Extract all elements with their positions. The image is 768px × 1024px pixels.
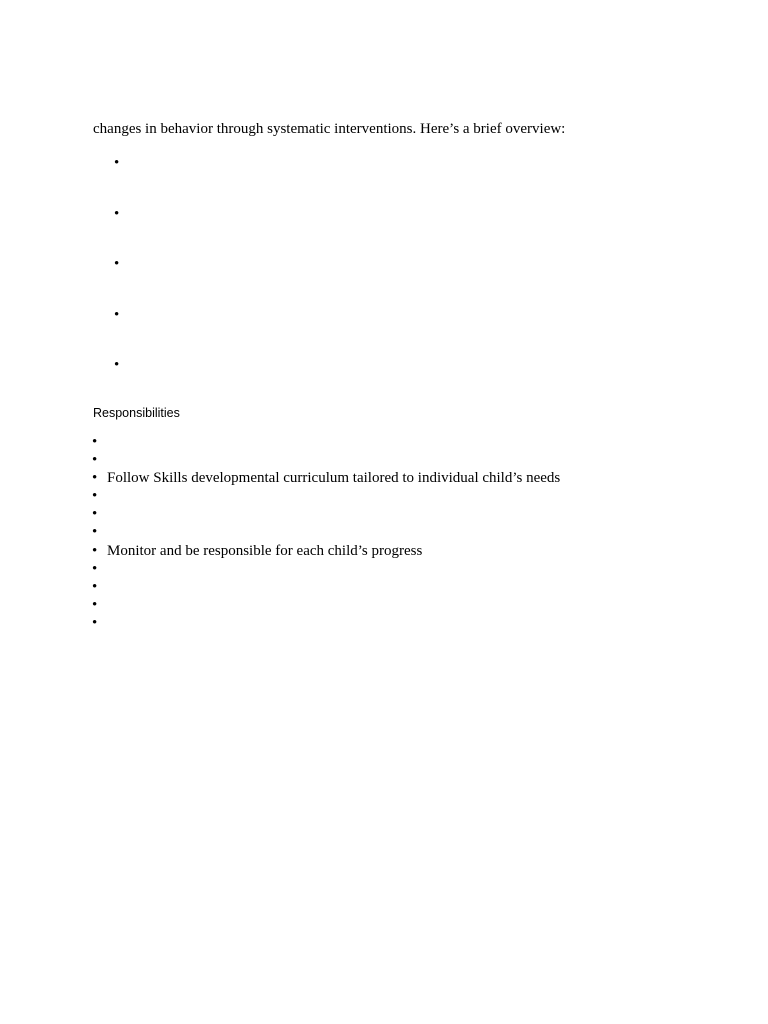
bullet-icon: • <box>92 542 98 559</box>
list-item <box>0 560 600 578</box>
list-item <box>0 451 600 469</box>
bullet-icon: • <box>92 560 98 577</box>
list-item-text: Follow Skills developmental curriculum tailored to individual child’s needs <box>107 470 561 487</box>
list-item <box>0 205 600 256</box>
list-item <box>0 542 600 560</box>
bullet-icon: • <box>92 596 98 613</box>
list-item <box>0 487 600 505</box>
list-item <box>0 154 600 205</box>
list-item <box>0 523 600 541</box>
overview-bullet-list <box>0 154 600 407</box>
list-item <box>0 505 600 523</box>
responsibilities-bullet-list <box>0 433 600 632</box>
list-item <box>0 306 600 357</box>
list-item <box>0 356 600 407</box>
bullet-icon: • <box>92 506 98 523</box>
intro-paragraph: changes in behavior through systematic interventions. Here’s a brief overview: <box>93 121 566 137</box>
bullet-icon: • <box>114 357 120 373</box>
list-item <box>0 596 600 614</box>
list-item <box>0 433 600 451</box>
bullet-icon: • <box>92 452 98 469</box>
bullet-icon: • <box>114 155 120 171</box>
bullet-icon: • <box>92 614 98 631</box>
list-item <box>0 578 600 596</box>
bullet-icon: • <box>92 524 98 541</box>
list-item <box>0 469 600 487</box>
bullet-icon: • <box>92 470 98 487</box>
bullet-icon: • <box>114 205 120 222</box>
bullet-icon: • <box>92 434 98 450</box>
bullet-icon: • <box>92 488 98 505</box>
bullet-icon: • <box>114 256 120 272</box>
list-item-text: Monitor and be responsible for each child’s progress <box>107 542 423 559</box>
list-item <box>0 614 600 632</box>
bullet-icon: • <box>114 306 120 323</box>
bullet-icon: • <box>92 578 98 595</box>
list-item <box>0 255 600 306</box>
responsibilities-heading: Responsibilities <box>93 406 180 420</box>
